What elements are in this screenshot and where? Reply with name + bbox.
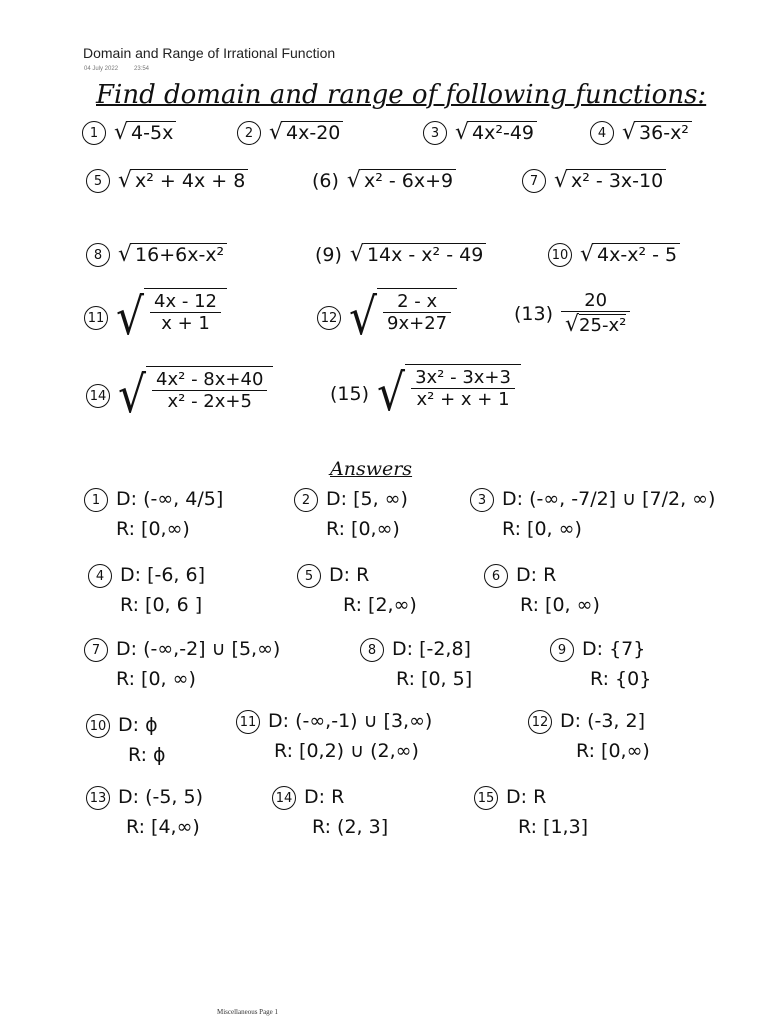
answer-5	[297, 560, 417, 620]
answer-domain: D: R	[329, 564, 370, 586]
numerator: 3x² - 3x+3	[411, 367, 515, 389]
answer-range: R: [0, ∞)	[116, 668, 196, 690]
answer-range: R: [0, ∞)	[502, 518, 582, 540]
problem-number: 8	[86, 243, 110, 267]
answer-range: R: [0,2) ∪ (2,∞)	[274, 740, 419, 762]
problem-number: 2	[237, 121, 261, 145]
answer-15	[474, 782, 588, 842]
answer-number: 11	[236, 710, 260, 734]
answer-11	[236, 706, 432, 766]
problem-number: 7	[522, 169, 546, 193]
numerator: 2 - x	[383, 291, 451, 313]
problem-number: 14	[86, 384, 110, 408]
answer-number: 15	[474, 786, 498, 810]
problem-7: 7 √ x² - 3x-10	[522, 168, 666, 193]
answer-number: 13	[86, 786, 110, 810]
problem-expression: 4x-x² - 5	[594, 243, 680, 266]
answer-number: 2	[294, 488, 318, 512]
problem-4: 4 √ 36-x²	[590, 120, 692, 145]
numerator: 4x² - 8x+40	[152, 369, 267, 391]
numerator: 4x - 12	[150, 291, 221, 313]
problem-3: 3 √ 4x²-49	[423, 120, 537, 145]
problem-15: (15) √ $\frac{\text{3x² - 3x+3}}{\text{x² + x + 1}}$	[330, 364, 521, 424]
answer-domain: D: ϕ	[118, 714, 158, 736]
answer-number: 8	[360, 638, 384, 662]
answer-12	[528, 706, 650, 766]
problem-5: 5 √ x² + 4x + 8	[86, 168, 248, 193]
problem-12: 12 √ $\frac{2 - x}{9x+27}$	[317, 288, 457, 348]
problem-expression: 36-x²	[636, 121, 692, 144]
answer-2	[294, 484, 408, 544]
answer-domain: D: R	[506, 786, 547, 808]
answer-number: 1	[84, 488, 108, 512]
answer-6	[484, 560, 600, 620]
answer-7	[84, 634, 280, 694]
answer-domain: D: (-5, 5)	[118, 786, 204, 808]
answer-domain: D: [-2,8]	[392, 638, 471, 660]
answer-range: R: [0,∞)	[576, 740, 650, 762]
answer-number: 9	[550, 638, 574, 662]
problem-number: 11	[84, 306, 108, 330]
problem-number: (9)	[315, 243, 342, 266]
answer-range: R: [2,∞)	[343, 594, 417, 616]
answer-range: R: [4,∞)	[126, 816, 200, 838]
problem-11: 11 √ $\frac{4x - 12}{x + 1}$	[84, 288, 227, 348]
answer-number: 14	[272, 786, 296, 810]
problem-1: 1 √ 4-5x	[82, 120, 176, 145]
problem-6: (6) √ x² - 6x+9	[312, 168, 456, 193]
answer-domain: D: [5, ∞)	[326, 488, 408, 510]
problem-8: 8 √ 16+6x-x²	[86, 242, 227, 267]
answer-domain: D: (-3, 2]	[560, 710, 646, 732]
answers-title: Answers	[330, 458, 413, 480]
problem-number: (6)	[312, 169, 339, 192]
answer-9	[550, 634, 651, 694]
page-footer: Miscellaneous Page 1	[217, 1008, 279, 1016]
problem-number: 3	[423, 121, 447, 145]
answer-domain: D: (-∞,-1) ∪ [3,∞)	[268, 710, 433, 732]
denominator: x + 1	[161, 313, 210, 334]
problem-expression: 4-5x	[128, 121, 176, 144]
answer-10	[86, 710, 166, 770]
answer-number: 12	[528, 710, 552, 734]
page-date: 04 July 2022	[84, 66, 119, 72]
answer-range: R: [0,∞)	[326, 518, 400, 540]
denominator: 9x+27	[387, 313, 448, 334]
problem-expression: 16+6x-x²	[132, 243, 227, 266]
problem-number: 12	[317, 306, 341, 330]
answer-range: R: (2, 3]	[312, 816, 389, 838]
answer-number: 7	[84, 638, 108, 662]
denominator: x² + x + 1	[416, 389, 510, 410]
answer-domain: D: {7}	[582, 638, 646, 660]
denominator: 25-x²	[579, 315, 627, 336]
problem-expression: x² - 3x-10	[568, 169, 666, 192]
problem-number: 10	[548, 243, 572, 267]
problem-number: 5	[86, 169, 110, 193]
page-title: Domain and Range of Irrational Function	[83, 45, 336, 61]
answer-range: R: [0, 6 ]	[120, 594, 203, 616]
problem-number: (13)	[514, 302, 554, 325]
problem-number: 1	[82, 121, 106, 145]
answer-1	[84, 484, 223, 544]
problem-number: (15)	[330, 383, 370, 405]
problem-expression: 4x-20	[283, 121, 343, 144]
answer-range: R: [1,3]	[518, 816, 589, 838]
answer-8	[360, 634, 472, 694]
answer-range: R: [0, 5]	[396, 668, 473, 690]
answer-domain: D: (-∞,-2] ∪ [5,∞)	[116, 638, 281, 660]
answer-domain: D: R	[516, 564, 557, 586]
problem-expression: x² + 4x + 8	[132, 169, 248, 192]
answer-13	[86, 782, 203, 842]
answer-domain: D: [-6, 6]	[120, 564, 206, 586]
answer-number: 5	[297, 564, 321, 588]
numerator: 20	[561, 290, 630, 312]
answer-range: R: ϕ	[128, 744, 166, 766]
problem-14: 14 √ $\frac{\text{4x² - 8x+40}}{\text{x² - 2x+5}}$	[86, 366, 273, 426]
problem-expression: 14x - x² - 49	[364, 243, 486, 266]
answer-domain: D: (-∞, 4/5]	[116, 488, 224, 510]
problem-13: (13) $\frac{20}{\text{√25-x²}}$	[514, 290, 630, 337]
answer-range: R: [0,∞)	[116, 518, 190, 540]
answer-3	[470, 484, 715, 544]
denominator: x² - 2x+5	[167, 391, 252, 412]
answer-domain: D: (-∞, -7/2] ∪ [7/2, ∞)	[502, 488, 716, 510]
answer-number: 6	[484, 564, 508, 588]
problem-9: (9) √ 14x - x² - 49	[315, 242, 486, 267]
answer-number: 3	[470, 488, 494, 512]
answer-number: 10	[86, 714, 110, 738]
answer-range: R: [0, ∞)	[520, 594, 600, 616]
problem-expression: x² - 6x+9	[361, 169, 456, 192]
answer-4	[88, 560, 205, 620]
answer-domain: D: R	[304, 786, 345, 808]
instructions-heading: Find domain and range of following functions:	[96, 80, 707, 110]
answer-number: 4	[88, 564, 112, 588]
answer-range: R: {0}	[590, 668, 652, 690]
page-time: 23:54	[134, 66, 150, 72]
answer-14	[272, 782, 388, 842]
problem-number: 4	[590, 121, 614, 145]
problem-10: 10 √ 4x-x² - 5	[548, 242, 680, 267]
problem-2: 2 √ 4x-20	[237, 120, 343, 145]
problem-expression: 4x²-49	[469, 121, 537, 144]
